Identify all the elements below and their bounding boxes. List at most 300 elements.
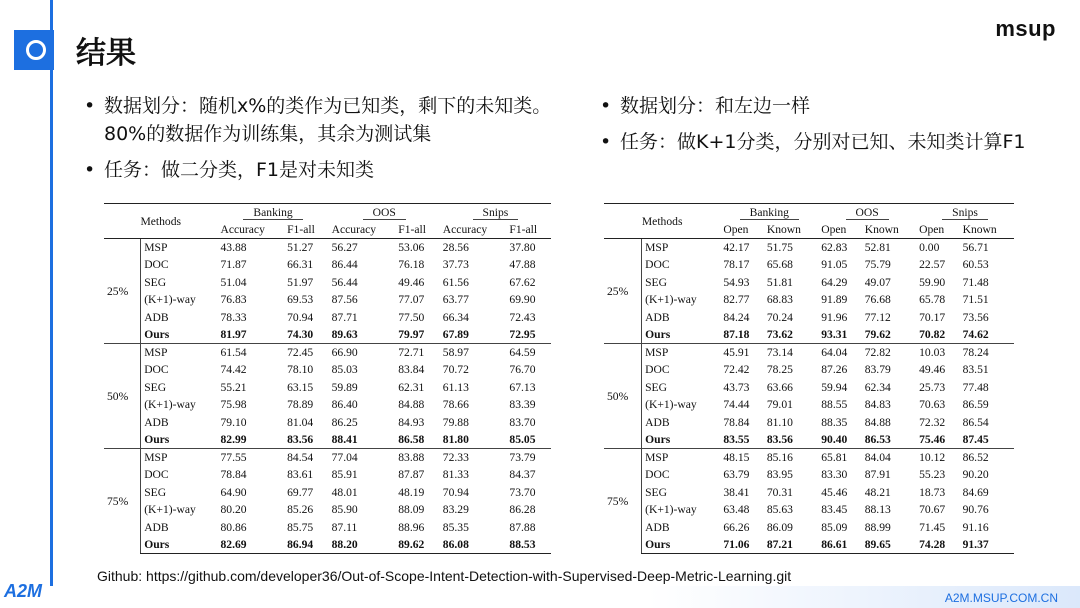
value-cell: 77.55 bbox=[217, 449, 284, 467]
table-row bbox=[604, 466, 1014, 484]
table-row bbox=[104, 414, 551, 432]
method-cell: DOC bbox=[141, 361, 218, 379]
value-cell: 75.46 bbox=[919, 433, 946, 446]
value-cell: 88.99 bbox=[864, 520, 891, 534]
value-cell: 54.93 bbox=[723, 275, 750, 289]
value-cell: 77.04 bbox=[329, 449, 396, 467]
value-cell: 89.62 bbox=[395, 536, 440, 554]
value-cell: 87.91 bbox=[864, 468, 891, 482]
value-cell: 87.87 bbox=[398, 468, 425, 482]
value-cell: 87.56 bbox=[331, 293, 358, 307]
value-cell: 76.83 bbox=[220, 293, 247, 307]
value-cell: 72.33 bbox=[440, 449, 507, 467]
method-cell: SEG bbox=[642, 484, 721, 502]
method-cell: Ours bbox=[141, 326, 218, 344]
value-cell: 79.88 bbox=[442, 415, 469, 429]
value-cell: 64.29 bbox=[821, 275, 848, 289]
table-row bbox=[604, 344, 1014, 362]
method-cell: (K+1)-way bbox=[141, 291, 218, 309]
column-header: Known bbox=[960, 221, 1014, 239]
value-cell: 75.79 bbox=[864, 258, 891, 272]
left-bullets bbox=[82, 92, 572, 192]
value-cell: 47.88 bbox=[509, 258, 536, 272]
value-cell: 70.31 bbox=[766, 485, 793, 499]
value-cell: 75.98 bbox=[220, 398, 247, 412]
value-cell: 28.56 bbox=[440, 239, 507, 257]
value-cell: 83.79 bbox=[864, 363, 891, 377]
value-cell: 64.59 bbox=[506, 344, 551, 362]
value-cell: 63.48 bbox=[723, 503, 750, 517]
method-cell: ADB bbox=[141, 519, 218, 537]
value-cell: 74.62 bbox=[962, 328, 989, 341]
value-cell: 73.56 bbox=[962, 310, 989, 324]
value-cell: 85.16 bbox=[764, 449, 818, 467]
footer-url[interactable]: A2M.MSUP.COM.CN bbox=[944, 591, 1058, 605]
value-cell: 76.18 bbox=[398, 258, 425, 272]
value-cell: 86.59 bbox=[962, 398, 989, 412]
value-cell: 84.54 bbox=[284, 449, 329, 467]
value-cell: 68.83 bbox=[766, 293, 793, 307]
value-cell: 77.12 bbox=[864, 310, 891, 324]
value-cell: 91.89 bbox=[821, 293, 848, 307]
bullet-item: • 数据划分：和左边一样 bbox=[600, 95, 811, 117]
value-cell: 83.95 bbox=[766, 468, 793, 482]
value-cell: 79.01 bbox=[766, 398, 793, 412]
value-cell: 77.48 bbox=[962, 380, 989, 394]
value-cell: 85.09 bbox=[821, 520, 848, 534]
table-row bbox=[604, 291, 1014, 309]
value-cell: 83.39 bbox=[509, 398, 536, 412]
value-cell: 78.66 bbox=[442, 398, 469, 412]
table-row bbox=[604, 501, 1014, 519]
value-cell: 77.07 bbox=[398, 293, 425, 307]
value-cell: 90.20 bbox=[962, 468, 989, 482]
table-row bbox=[104, 239, 551, 257]
value-cell: 66.31 bbox=[287, 258, 314, 272]
left-results-table bbox=[104, 203, 551, 554]
value-cell: 73.70 bbox=[509, 485, 536, 499]
value-cell: 42.17 bbox=[720, 239, 763, 257]
value-cell: 78.84 bbox=[723, 415, 750, 429]
value-cell: 70.94 bbox=[287, 310, 314, 324]
value-cell: 72.82 bbox=[862, 344, 916, 362]
value-cell: 93.31 bbox=[821, 328, 848, 341]
value-cell: 78.24 bbox=[960, 344, 1014, 362]
value-cell: 87.11 bbox=[331, 520, 358, 534]
method-cell: (K+1)-way bbox=[642, 501, 721, 519]
group-header: Snips bbox=[916, 204, 1014, 222]
rail-line bbox=[50, 0, 53, 608]
value-cell: 84.88 bbox=[864, 415, 891, 429]
group-header: Banking bbox=[720, 204, 818, 222]
value-cell: 86.61 bbox=[818, 536, 861, 554]
value-cell: 85.26 bbox=[287, 503, 314, 517]
value-cell: 87.26 bbox=[821, 363, 848, 377]
value-cell: 82.99 bbox=[220, 433, 247, 446]
value-cell: 85.75 bbox=[287, 520, 314, 534]
left-rail bbox=[0, 0, 50, 608]
value-cell: 71.51 bbox=[962, 293, 989, 307]
table-row bbox=[104, 466, 551, 484]
value-cell: 78.33 bbox=[220, 310, 247, 324]
value-cell: 73.14 bbox=[764, 344, 818, 362]
ratio-label: 25% bbox=[104, 239, 141, 344]
method-cell: SEG bbox=[141, 274, 218, 292]
value-cell: 81.04 bbox=[287, 415, 314, 429]
table-row bbox=[604, 309, 1014, 327]
value-cell: 70.63 bbox=[919, 398, 946, 412]
table-row bbox=[604, 431, 1014, 449]
value-cell: 91.05 bbox=[821, 258, 848, 272]
value-cell: 61.56 bbox=[442, 275, 469, 289]
value-cell: 63.79 bbox=[723, 468, 750, 482]
footer-bar bbox=[0, 586, 1080, 608]
value-cell: 86.53 bbox=[864, 433, 891, 446]
value-cell: 73.79 bbox=[506, 449, 551, 467]
value-cell: 91.37 bbox=[960, 536, 1014, 554]
value-cell: 49.46 bbox=[919, 363, 946, 377]
method-cell: Ours bbox=[141, 536, 218, 554]
ratio-label: 75% bbox=[104, 449, 141, 554]
method-cell: Ours bbox=[141, 431, 218, 449]
value-cell: 85.35 bbox=[442, 520, 469, 534]
value-cell: 74.30 bbox=[287, 328, 314, 341]
value-cell: 59.90 bbox=[919, 275, 946, 289]
value-cell: 71.87 bbox=[220, 258, 247, 272]
value-cell: 84.24 bbox=[723, 310, 750, 324]
table-row bbox=[604, 361, 1014, 379]
value-cell: 63.15 bbox=[287, 380, 314, 394]
method-cell: DOC bbox=[141, 256, 218, 274]
value-cell: 89.65 bbox=[862, 536, 916, 554]
value-cell: 69.90 bbox=[509, 293, 536, 307]
value-cell: 10.03 bbox=[916, 344, 959, 362]
value-cell: 56.71 bbox=[960, 239, 1014, 257]
table-row bbox=[604, 536, 1014, 554]
value-cell: 70.94 bbox=[442, 485, 469, 499]
table-row bbox=[104, 361, 551, 379]
value-cell: 70.24 bbox=[766, 310, 793, 324]
value-cell: 84.04 bbox=[862, 449, 916, 467]
column-header: Accuracy bbox=[217, 221, 284, 239]
method-cell: ADB bbox=[642, 309, 721, 327]
methods-header: Methods bbox=[604, 204, 720, 239]
github-link[interactable]: Github: https://github.com/developer36/Out-of-Scope-Intent-Detection-with-Supervised-Deep-Metric-Learning.git bbox=[97, 568, 792, 584]
value-cell: 43.88 bbox=[217, 239, 284, 257]
column-header: Accuracy bbox=[329, 221, 396, 239]
table-row bbox=[104, 501, 551, 519]
table-row bbox=[104, 449, 551, 467]
value-cell: 83.55 bbox=[723, 433, 750, 446]
value-cell: 87.21 bbox=[764, 536, 818, 554]
table-row bbox=[604, 256, 1014, 274]
value-cell: 83.56 bbox=[287, 433, 314, 446]
value-cell: 86.09 bbox=[766, 520, 793, 534]
value-cell: 78.10 bbox=[287, 363, 314, 377]
ratio-label: 25% bbox=[604, 239, 642, 344]
value-cell: 84.37 bbox=[509, 468, 536, 482]
value-cell: 76.70 bbox=[509, 363, 536, 377]
value-cell: 85.05 bbox=[509, 433, 536, 446]
value-cell: 74.28 bbox=[916, 536, 959, 554]
value-cell: 81.97 bbox=[220, 328, 247, 341]
method-cell: ADB bbox=[141, 414, 218, 432]
slide-marker-icon bbox=[14, 30, 54, 70]
value-cell: 74.44 bbox=[723, 398, 750, 412]
column-header: Open bbox=[818, 221, 861, 239]
group-header: Snips bbox=[440, 204, 551, 222]
a2m-logo: A2M bbox=[4, 581, 43, 601]
method-cell: DOC bbox=[141, 466, 218, 484]
column-header: Known bbox=[764, 221, 818, 239]
value-cell: 60.53 bbox=[962, 258, 989, 272]
value-cell: 37.80 bbox=[506, 239, 551, 257]
value-cell: 72.32 bbox=[919, 415, 946, 429]
value-cell: 78.25 bbox=[766, 363, 793, 377]
value-cell: 0.00 bbox=[916, 239, 959, 257]
value-cell: 67.89 bbox=[442, 328, 469, 341]
methods-header: Methods bbox=[104, 204, 217, 239]
value-cell: 71.45 bbox=[919, 520, 946, 534]
right-bullets bbox=[598, 92, 1058, 164]
method-cell: (K+1)-way bbox=[642, 291, 721, 309]
value-cell: 86.08 bbox=[440, 536, 507, 554]
value-cell: 84.88 bbox=[398, 398, 425, 412]
value-cell: 51.04 bbox=[220, 275, 247, 289]
value-cell: 86.44 bbox=[331, 258, 358, 272]
value-cell: 78.89 bbox=[287, 398, 314, 412]
value-cell: 63.77 bbox=[442, 293, 469, 307]
value-cell: 91.96 bbox=[821, 310, 848, 324]
method-cell: ADB bbox=[141, 309, 218, 327]
method-cell: MSP bbox=[141, 449, 218, 467]
value-cell: 88.20 bbox=[329, 536, 396, 554]
value-cell: 48.01 bbox=[331, 485, 358, 499]
value-cell: 86.40 bbox=[331, 398, 358, 412]
value-cell: 81.33 bbox=[442, 468, 469, 482]
ratio-label: 75% bbox=[604, 449, 642, 554]
table-row bbox=[604, 414, 1014, 432]
value-cell: 81.10 bbox=[766, 415, 793, 429]
table-row bbox=[604, 396, 1014, 414]
value-cell: 51.27 bbox=[284, 239, 329, 257]
value-cell: 72.95 bbox=[509, 328, 536, 341]
column-header: F1-all bbox=[284, 221, 329, 239]
value-cell: 25.73 bbox=[919, 380, 946, 394]
value-cell: 88.13 bbox=[864, 503, 891, 517]
value-cell: 65.78 bbox=[919, 293, 946, 307]
value-cell: 70.72 bbox=[442, 363, 469, 377]
value-cell: 86.94 bbox=[284, 536, 329, 554]
value-cell: 83.29 bbox=[442, 503, 469, 517]
value-cell: 89.63 bbox=[331, 328, 358, 341]
value-cell: 84.83 bbox=[864, 398, 891, 412]
method-cell: SEG bbox=[141, 484, 218, 502]
value-cell: 72.71 bbox=[395, 344, 440, 362]
value-cell: 85.03 bbox=[331, 363, 358, 377]
column-header: F1-all bbox=[395, 221, 440, 239]
value-cell: 83.45 bbox=[821, 503, 848, 517]
table-row bbox=[104, 344, 551, 362]
value-cell: 51.97 bbox=[287, 275, 314, 289]
group-header: OOS bbox=[818, 204, 916, 222]
value-cell: 52.81 bbox=[862, 239, 916, 257]
value-cell: 49.07 bbox=[864, 275, 891, 289]
value-cell: 69.77 bbox=[287, 485, 314, 499]
results-table bbox=[104, 203, 551, 554]
method-cell: MSP bbox=[642, 239, 721, 257]
value-cell: 61.13 bbox=[442, 380, 469, 394]
value-cell: 87.71 bbox=[331, 310, 358, 324]
value-cell: 77.50 bbox=[398, 310, 425, 324]
value-cell: 66.34 bbox=[442, 310, 469, 324]
column-header: Open bbox=[916, 221, 959, 239]
value-cell: 62.83 bbox=[818, 239, 861, 257]
table-row bbox=[104, 484, 551, 502]
bullet-item: • 任务：做二分类，F1是对未知类 bbox=[84, 159, 375, 181]
value-cell: 38.41 bbox=[723, 485, 750, 499]
value-cell: 48.21 bbox=[864, 485, 891, 499]
value-cell: 84.93 bbox=[398, 415, 425, 429]
bullet-item: • 数据划分：随机x%的类作为已知类，剩下的未知类。80%的数据作为训练集，其余为测试集 bbox=[84, 95, 552, 145]
table-row bbox=[104, 379, 551, 397]
value-cell: 49.46 bbox=[398, 275, 425, 289]
value-cell: 51.81 bbox=[766, 275, 793, 289]
value-cell: 86.28 bbox=[509, 503, 536, 517]
value-cell: 58.97 bbox=[440, 344, 507, 362]
value-cell: 83.84 bbox=[398, 363, 425, 377]
value-cell: 83.61 bbox=[287, 468, 314, 482]
table-row bbox=[104, 396, 551, 414]
value-cell: 80.86 bbox=[220, 520, 247, 534]
table-row bbox=[104, 309, 551, 327]
value-cell: 81.80 bbox=[442, 433, 469, 446]
results-table bbox=[604, 203, 1014, 554]
bullet-item: • 任务：做K+1分类，分别对已知、未知类计算F1 bbox=[600, 131, 1026, 153]
value-cell: 87.45 bbox=[962, 433, 989, 446]
value-cell: 43.73 bbox=[723, 380, 750, 394]
value-cell: 70.82 bbox=[919, 328, 946, 341]
value-cell: 78.17 bbox=[723, 258, 750, 272]
method-cell: DOC bbox=[642, 361, 721, 379]
value-cell: 62.34 bbox=[864, 380, 891, 394]
value-cell: 86.54 bbox=[962, 415, 989, 429]
group-header: Banking bbox=[217, 204, 328, 222]
column-header: Accuracy bbox=[440, 221, 507, 239]
value-cell: 87.88 bbox=[509, 520, 536, 534]
value-cell: 87.18 bbox=[723, 328, 750, 341]
ratio-label: 50% bbox=[104, 344, 141, 449]
value-cell: 18.73 bbox=[919, 485, 946, 499]
method-cell: (K+1)-way bbox=[141, 396, 218, 414]
value-cell: 67.62 bbox=[509, 275, 536, 289]
value-cell: 74.42 bbox=[220, 363, 247, 377]
value-cell: 55.23 bbox=[919, 468, 946, 482]
value-cell: 83.30 bbox=[821, 468, 848, 482]
method-cell: DOC bbox=[642, 256, 721, 274]
slide-title: 结果 bbox=[76, 36, 136, 71]
value-cell: 83.51 bbox=[962, 363, 989, 377]
value-cell: 61.54 bbox=[217, 344, 284, 362]
value-cell: 10.12 bbox=[916, 449, 959, 467]
method-cell: Ours bbox=[642, 326, 721, 344]
value-cell: 59.89 bbox=[331, 380, 358, 394]
value-cell: 64.04 bbox=[818, 344, 861, 362]
value-cell: 86.25 bbox=[331, 415, 358, 429]
value-cell: 78.84 bbox=[220, 468, 247, 482]
method-cell: MSP bbox=[141, 344, 218, 362]
value-cell: 70.67 bbox=[919, 503, 946, 517]
value-cell: 65.81 bbox=[818, 449, 861, 467]
value-cell: 85.63 bbox=[766, 503, 793, 517]
value-cell: 73.62 bbox=[766, 328, 793, 341]
value-cell: 45.46 bbox=[821, 485, 848, 499]
table-row bbox=[104, 291, 551, 309]
value-cell: 88.41 bbox=[331, 433, 358, 446]
table-row bbox=[604, 274, 1014, 292]
method-cell: MSP bbox=[642, 344, 721, 362]
value-cell: 56.27 bbox=[329, 239, 396, 257]
value-cell: 59.94 bbox=[821, 380, 848, 394]
value-cell: 55.21 bbox=[220, 380, 247, 394]
value-cell: 79.10 bbox=[220, 415, 247, 429]
value-cell: 63.66 bbox=[766, 380, 793, 394]
table-row bbox=[104, 256, 551, 274]
value-cell: 79.97 bbox=[398, 328, 425, 341]
right-results-table bbox=[604, 203, 1014, 554]
value-cell: 45.91 bbox=[720, 344, 763, 362]
value-cell: 71.06 bbox=[720, 536, 763, 554]
value-cell: 90.76 bbox=[962, 503, 989, 517]
value-cell: 51.75 bbox=[764, 239, 818, 257]
value-cell: 82.77 bbox=[723, 293, 750, 307]
method-cell: MSP bbox=[141, 239, 218, 257]
value-cell: 79.62 bbox=[864, 328, 891, 341]
table-row bbox=[104, 536, 551, 554]
column-header: Known bbox=[862, 221, 916, 239]
value-cell: 88.09 bbox=[398, 503, 425, 517]
value-cell: 91.16 bbox=[962, 520, 989, 534]
brand-logo: msup bbox=[995, 16, 1056, 41]
method-cell: SEG bbox=[642, 274, 721, 292]
value-cell: 71.48 bbox=[962, 275, 989, 289]
value-cell: 72.42 bbox=[723, 363, 750, 377]
method-cell: MSP bbox=[642, 449, 721, 467]
column-header: Open bbox=[720, 221, 763, 239]
value-cell: 83.88 bbox=[395, 449, 440, 467]
value-cell: 80.20 bbox=[220, 503, 247, 517]
value-cell: 72.45 bbox=[284, 344, 329, 362]
table-row bbox=[604, 519, 1014, 537]
table-row bbox=[104, 519, 551, 537]
value-cell: 69.53 bbox=[287, 293, 314, 307]
table-row bbox=[604, 379, 1014, 397]
value-cell: 86.52 bbox=[960, 449, 1014, 467]
table-row bbox=[104, 326, 551, 344]
method-cell: Ours bbox=[642, 431, 721, 449]
value-cell: 66.26 bbox=[723, 520, 750, 534]
table-row bbox=[104, 274, 551, 292]
value-cell: 70.17 bbox=[919, 310, 946, 324]
value-cell: 76.68 bbox=[864, 293, 891, 307]
value-cell: 62.31 bbox=[398, 380, 425, 394]
method-cell: SEG bbox=[141, 379, 218, 397]
value-cell: 85.91 bbox=[331, 468, 358, 482]
value-cell: 56.44 bbox=[331, 275, 358, 289]
value-cell: 48.19 bbox=[398, 485, 425, 499]
value-cell: 22.57 bbox=[919, 258, 946, 272]
value-cell: 84.69 bbox=[962, 485, 989, 499]
